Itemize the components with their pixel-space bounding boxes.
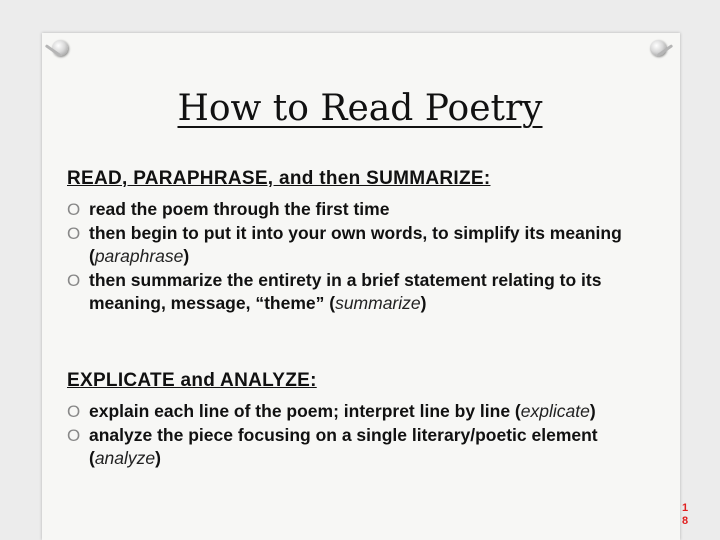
list-item — [67, 222, 667, 269]
emphasis-term: analyze — [94, 448, 156, 468]
bullet-text-end: ) — [589, 401, 596, 421]
bullet-text: then begin to put it into your own words, to simplify its meaning ( — [89, 222, 622, 266]
bullet-text: then summarize the entirety in a brief statement relating to its meaning, message, “theme” ( — [89, 269, 602, 313]
page-number-digit: 8 — [681, 515, 689, 527]
page-number-digit: 1 — [681, 502, 689, 514]
bullet-text: analyze the piece focusing on a single literary/poetic element ( — [89, 424, 598, 468]
pushpin-icon — [650, 40, 666, 56]
emphasis-term: paraphrase — [94, 246, 184, 266]
bullet-text-end: ) — [183, 246, 190, 266]
emphasis-term: summarize — [335, 293, 421, 313]
bullet-list-read — [67, 198, 667, 316]
slide-title-text: How to Read Poetry — [177, 88, 543, 129]
list-item — [67, 198, 667, 222]
pushpin-icon — [52, 40, 68, 56]
bullet-text: explain each line of the poem; interpret line by line ( — [89, 401, 521, 421]
list-item — [67, 400, 667, 424]
bullet-text-end: ) — [155, 448, 161, 468]
slide-title — [0, 88, 720, 129]
list-item — [67, 424, 667, 471]
section-heading-read: READ, PARAPHRASE, and then SUMMARIZE: — [67, 168, 491, 189]
list-item — [67, 269, 667, 316]
bullet-text-end: ) — [420, 293, 427, 313]
bullet-o-icon: O — [67, 200, 81, 219]
bullet-o-icon: O — [67, 223, 81, 243]
page-number — [680, 502, 690, 528]
bullet-o-icon: O — [67, 425, 81, 445]
bullet-list-explicate — [67, 400, 667, 471]
bullet-text: read the poem through the first time — [89, 199, 390, 219]
bullet-o-icon: O — [67, 270, 81, 290]
emphasis-term: explicate — [520, 401, 590, 421]
section-heading-explicate: EXPLICATE and ANALYZE: — [67, 370, 317, 391]
bullet-o-icon: O — [67, 402, 81, 421]
